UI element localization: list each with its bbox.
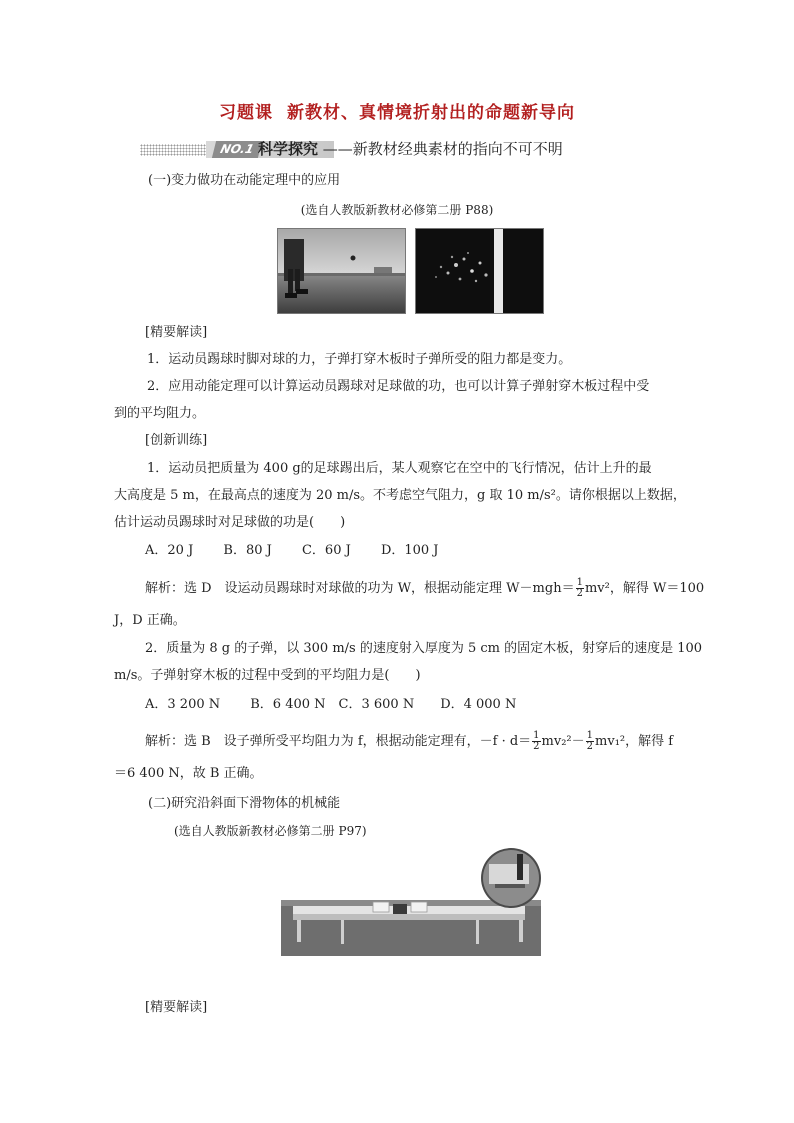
- section-header-bar: [140, 140, 700, 160]
- answer1-fraction: [576, 578, 584, 599]
- answer2-line1: [145, 731, 673, 752]
- answer1-text-pre: 解析：选 D 设运动员踢球时对球做的功为 W，根据动能定理 W－mgh＝: [145, 581, 575, 596]
- answer1-text-mid: mv²，解得 W＝100: [584, 581, 705, 596]
- topic1-point2-line2: 到的平均阻力。: [114, 406, 206, 421]
- question2-line2: m/s。子弹射穿木板的过程中受到的平均阻力是( ): [114, 668, 421, 683]
- answer2-line2: ＝6 400 N，故 B 正确。: [114, 766, 263, 781]
- answer2-text-pre: 解析：选 B 设子弹所受平均阻力为 f，根据动能定理有，－f · d＝: [145, 734, 532, 749]
- question1-line2: 大高度是 5 m，在最高点的速度为 20 m/s。不考虑空气阻力，g 取 10 m/s²。请你根据以上数据，: [114, 488, 686, 503]
- answer2-text-mid: mv₂²－: [541, 734, 585, 749]
- topic1-source: (选自人教版新教材必修第二册 P88): [300, 203, 494, 217]
- chuangxin-label: [创新训练]: [145, 433, 208, 448]
- question1-line3: 估计运动员踢球时对足球做的功是( ): [114, 515, 346, 530]
- answer2-fraction1: [532, 731, 540, 752]
- fraction-numerator: 1: [576, 577, 583, 588]
- answer1-line2: J，D 正确。: [114, 613, 186, 628]
- fraction-denominator: 2: [576, 588, 583, 599]
- question1-options: A．20 J B．80 J C．60 J D．100 J: [145, 543, 439, 558]
- fraction-denominator: 2: [533, 741, 540, 752]
- topic2-source: (选自人教版新教材必修第二册 P97): [174, 824, 367, 838]
- page-title: [0, 98, 794, 123]
- title-part2: 新教材、真情境折射出的命题新导向: [287, 103, 575, 123]
- jingyao-label-2: [精要解读]: [145, 1000, 208, 1015]
- topic2-title: (二)研究沿斜面下滑物体的机械能: [148, 796, 341, 811]
- section-heading-lead: 科学探究: [258, 140, 319, 158]
- topic1-title: (一)变力做功在动能定理中的应用: [148, 173, 341, 188]
- bullet-board-photo: [415, 228, 544, 314]
- answer1-line1: [145, 578, 704, 599]
- answer2-text-end: mv₁²，解得 f: [595, 734, 674, 749]
- question2-line1: 2．质量为 8 g 的子弹，以 300 m/s 的速度射入厚度为 5 cm 的固定木板，射穿后的速度是 100: [145, 641, 703, 656]
- answer2-fraction2: [586, 731, 594, 752]
- section-heading: [258, 140, 563, 159]
- title-part1: 习题课: [219, 103, 273, 123]
- dotted-pattern: [140, 144, 206, 156]
- topic1-point2-line1: 2．应用动能定理可以计算运动员踢球对足球做的功，也可以计算子弹射穿木板过程中受: [147, 379, 650, 394]
- fraction-denominator: 2: [586, 741, 594, 752]
- fraction-numerator: 1: [533, 730, 540, 741]
- section-heading-sub: ——新教材经典素材的指向不可不明: [322, 140, 563, 158]
- soccer-kick-photo: [277, 228, 406, 314]
- section-number: NO.1: [212, 141, 262, 158]
- fraction-numerator: 1: [586, 730, 594, 741]
- topic1-point1: 1．运动员踢球时脚对球的力，子弹打穿木板时子弹所受的阻力都是变力。: [147, 352, 572, 367]
- question2-options: A．3 200 N B．6 400 N C．3 600 N D．4 000 N: [145, 697, 517, 712]
- incline-track-photo: [281, 848, 541, 956]
- question1-line1: 1．运动员把质量为 400 g的足球踢出后，某人观察它在空中的飞行情况，估计上升的最: [147, 461, 652, 476]
- jingyao-label-1: [精要解读]: [145, 325, 208, 340]
